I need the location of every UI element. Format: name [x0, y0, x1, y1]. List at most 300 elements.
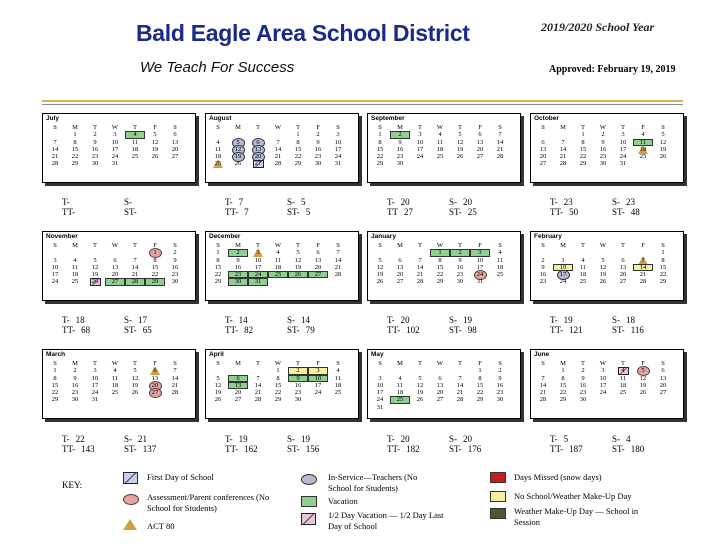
- weekday-header: S: [541, 360, 545, 367]
- day-cell: 17: [111, 145, 119, 153]
- day-cell: 6: [398, 256, 402, 264]
- total-days-value: 7: [238, 197, 244, 207]
- student-days-value: 19: [463, 315, 473, 325]
- day-cell: 8: [438, 256, 442, 264]
- total-days-cumulative-value: 82: [244, 325, 254, 335]
- day-cell: 27: [145, 389, 165, 396]
- header-rule-thin: [42, 104, 683, 105]
- day-cell: 9: [73, 374, 77, 382]
- day-cell: 13: [248, 146, 268, 153]
- total-days-label: T-: [387, 434, 395, 444]
- day-cell: 21: [456, 389, 464, 397]
- day-cell: 30: [228, 278, 248, 285]
- day-cell: 24: [314, 389, 322, 397]
- day-cell: 28: [51, 160, 59, 168]
- weekday-header: M: [397, 360, 403, 367]
- day-cell: 25: [390, 396, 410, 403]
- student-days-label: S-: [124, 315, 133, 325]
- day-cell: 27: [105, 278, 125, 285]
- student-days-label: S-: [287, 434, 296, 444]
- day-cell: 11: [334, 374, 342, 382]
- day-cell: 11: [274, 256, 282, 264]
- weekday-header: S: [498, 124, 502, 131]
- day-cell: 11: [131, 138, 139, 146]
- day-cell: 30: [579, 396, 587, 404]
- weekday-header: S: [378, 360, 382, 367]
- day-cell: 5: [661, 131, 665, 139]
- student-days-cumulative-label: ST-: [612, 325, 625, 335]
- day-cell: 4: [125, 131, 145, 138]
- empty-cell: [450, 367, 470, 374]
- day-cell: 14: [274, 145, 282, 153]
- day-cell: 1: [581, 131, 585, 139]
- day-grid: [533, 360, 673, 404]
- student-days-label: S-: [124, 434, 133, 444]
- day-cell: 17: [376, 389, 384, 397]
- day-cell: 3: [53, 256, 57, 264]
- day-cell: 24: [248, 271, 268, 278]
- day-cell: 18: [334, 381, 342, 389]
- weekday-header: S: [378, 242, 382, 249]
- student-days: [287, 197, 306, 207]
- day-cell: 31: [248, 278, 268, 285]
- day-cell: 2: [581, 367, 585, 375]
- key-label: KEY:: [62, 480, 83, 490]
- day-cell: 4: [438, 131, 442, 139]
- day-cell: 28: [496, 153, 504, 161]
- day-cell: 4: [641, 131, 645, 139]
- day-cell: 5: [133, 367, 137, 375]
- total-days: [387, 434, 410, 444]
- month-november: [42, 231, 196, 301]
- student-days-cumulative-value: 180: [630, 444, 645, 454]
- day-cell: 16: [539, 271, 547, 279]
- month-name: July: [46, 115, 60, 122]
- day-cell: 9: [398, 138, 402, 146]
- total-days: [550, 434, 568, 444]
- student-days-value: 19: [301, 434, 311, 444]
- day-cell: 10: [254, 256, 262, 264]
- student-days-cumulative-label: ST-: [287, 444, 300, 454]
- day-cell: 9: [458, 256, 462, 264]
- student-days-label: S-: [449, 434, 458, 444]
- day-cell: 18: [579, 271, 587, 279]
- day-cell: 31: [91, 396, 99, 404]
- legend-no-school: No School/Weather Make-Up Day: [514, 491, 632, 501]
- day-cell: 4: [498, 249, 502, 257]
- weekday-header: W: [599, 360, 607, 367]
- student-days: [449, 197, 472, 207]
- day-cell: 2: [390, 131, 410, 138]
- day-cell: 4: [276, 249, 280, 257]
- weekday-header: T: [133, 242, 137, 249]
- empty-cell: [105, 249, 125, 256]
- day-cell: 6: [145, 367, 165, 374]
- day-cell: 30: [314, 160, 322, 168]
- day-cell: 12: [639, 374, 647, 382]
- day-cell: 6: [661, 367, 665, 375]
- approved-date: Approved: February 19, 2019: [549, 64, 676, 75]
- day-cell: 7: [418, 256, 422, 264]
- day-cell: 10: [599, 374, 607, 382]
- day-cell: 19: [376, 271, 384, 279]
- day-cell: 10: [308, 375, 328, 382]
- total-days-label: T-: [550, 315, 558, 325]
- total-days-value: 19: [563, 315, 573, 325]
- day-cell: 5: [418, 374, 422, 382]
- weekday-header: F: [153, 360, 157, 367]
- day-cell: 12: [91, 263, 99, 271]
- total-days-label: T-: [225, 197, 233, 207]
- day-cell: 15: [559, 381, 567, 389]
- day-cell: 17: [314, 381, 322, 389]
- weekday-header: S: [216, 360, 220, 367]
- month-name: February: [534, 233, 562, 240]
- weekday-header: T: [418, 242, 422, 249]
- student-days-cumulative-label: ST-: [449, 325, 462, 335]
- student-days-value: 23: [626, 197, 636, 207]
- day-cell: 4: [73, 256, 77, 264]
- day-cell: 20: [314, 263, 322, 271]
- day-cell: 22: [214, 271, 222, 279]
- total-days: [387, 315, 410, 325]
- day-grid: [533, 242, 673, 286]
- day-cell: 7: [561, 138, 565, 146]
- day-cell: 16: [456, 263, 464, 271]
- student-days: [124, 434, 147, 444]
- day-cell: 3: [113, 131, 117, 139]
- total-days-value: 23: [563, 197, 573, 207]
- month-february: [530, 231, 684, 301]
- day-cell: 21: [539, 389, 547, 397]
- day-cell: 13: [396, 263, 404, 271]
- day-cell: 3: [248, 249, 268, 256]
- student-days-cumulative-label: ST-: [287, 325, 300, 335]
- total-days: [62, 434, 85, 444]
- day-cell: 28: [171, 389, 179, 397]
- day-cell: 25: [496, 271, 504, 279]
- weekday-header: T: [621, 242, 625, 249]
- day-cell: 18: [396, 389, 404, 397]
- day-cell: 23: [456, 271, 464, 279]
- weather-makeup-swatch-icon: [490, 508, 506, 519]
- day-cell: 5: [216, 374, 220, 382]
- day-cell: 2: [316, 131, 320, 139]
- student-days-cumulative-label: ST-: [612, 207, 625, 217]
- day-cell: 26: [639, 389, 647, 397]
- day-cell: 30: [496, 396, 504, 404]
- day-cell: 18: [436, 145, 444, 153]
- day-cell: 29: [579, 160, 587, 168]
- student-days-value: 4: [626, 434, 631, 444]
- total-days-cumulative-label: TT-: [550, 444, 564, 454]
- district-title: Bald Eagle Area School District: [136, 20, 470, 46]
- day-cell: 5: [296, 249, 300, 257]
- legend-weather-makeup: Weather Make-Up Day — School in Session: [514, 506, 639, 527]
- total-days-cumulative-label: TT: [387, 207, 398, 217]
- weekday-header: S: [541, 242, 545, 249]
- day-cell: 14: [416, 263, 424, 271]
- student-days-label: S-: [449, 315, 458, 325]
- weekday-header: F: [153, 124, 157, 131]
- day-cell: 29: [214, 278, 222, 286]
- legend-vacation: Vacation: [328, 496, 358, 506]
- empty-cell: [268, 131, 288, 138]
- day-cell: 10: [553, 264, 573, 271]
- day-cell: 6: [316, 249, 320, 257]
- day-cell: 31: [619, 160, 627, 168]
- day-cell: 4: [613, 367, 633, 374]
- empty-cell: [553, 249, 573, 256]
- total-days-cumulative: [387, 207, 413, 217]
- weekday-header: W: [111, 242, 119, 249]
- day-grid: [208, 124, 348, 168]
- day-grid: [370, 360, 510, 411]
- day-cell: 12: [151, 138, 159, 146]
- no-school-swatch-icon: [490, 491, 506, 502]
- month-april: [205, 349, 359, 419]
- day-cell: 22: [151, 271, 159, 279]
- day-cell: 25: [71, 278, 79, 286]
- day-cell: 15: [214, 263, 222, 271]
- day-cell: 27: [436, 396, 444, 404]
- total-days-cumulative-value: 162: [244, 444, 258, 454]
- day-cell: 28: [456, 396, 464, 404]
- student-days-label: S-: [612, 434, 621, 444]
- day-cell: 21: [254, 389, 262, 397]
- empty-cell: [45, 131, 65, 138]
- day-cell: 23: [228, 271, 248, 278]
- day-cell: 21: [416, 271, 424, 279]
- day-cell: 3: [418, 131, 422, 139]
- day-cell: 27: [396, 278, 404, 286]
- empty-cell: [248, 367, 268, 374]
- day-cell: 23: [171, 271, 179, 279]
- day-cell: 24: [470, 271, 490, 278]
- day-cell: 16: [234, 263, 242, 271]
- month-name: June: [534, 351, 550, 358]
- day-cell: 11: [71, 263, 79, 271]
- month-name: October: [534, 115, 559, 122]
- empty-cell: [593, 249, 613, 256]
- day-cell: 30: [91, 160, 99, 168]
- day-cell: 3: [470, 249, 490, 256]
- day-cell: 11: [396, 381, 404, 389]
- day-cell: 21: [496, 145, 504, 153]
- weekday-header: S: [173, 124, 177, 131]
- day-cell: 29: [51, 396, 59, 404]
- day-cell: 5: [93, 256, 97, 264]
- day-grid: [533, 124, 673, 168]
- day-cell: 12: [599, 263, 607, 271]
- student-days-cumulative-label: ST-: [449, 207, 462, 217]
- day-cell: 2: [450, 249, 470, 256]
- day-cell: 6: [173, 131, 177, 139]
- day-cell: 14: [539, 381, 547, 389]
- day-cell: 18: [71, 271, 79, 279]
- day-cell: 15: [71, 145, 79, 153]
- total-days-cumulative: [62, 325, 90, 335]
- day-grid: [45, 360, 185, 404]
- weekday-header: S: [173, 360, 177, 367]
- day-cell: 22: [294, 153, 302, 161]
- month-march: [42, 349, 196, 419]
- day-cell: 3: [93, 367, 97, 375]
- day-cell: 26: [599, 278, 607, 286]
- day-cell: 9: [541, 263, 545, 271]
- day-cell: 1: [661, 249, 665, 257]
- day-cell: 3: [601, 367, 605, 375]
- weekday-header: T: [621, 124, 625, 131]
- empty-cell: [430, 367, 450, 374]
- total-days-cumulative: [62, 444, 95, 454]
- total-days-label: T-: [62, 434, 70, 444]
- weekday-header: S: [53, 242, 57, 249]
- day-cell: 22: [579, 153, 587, 161]
- day-cell: 20: [111, 271, 119, 279]
- student-days-value: 17: [138, 315, 148, 325]
- day-cell: 17: [416, 145, 424, 153]
- day-cell: 26: [85, 278, 105, 285]
- day-cell: 26: [214, 396, 222, 404]
- student-days-cumulative-label: ST-: [612, 444, 625, 454]
- day-cell: 13: [314, 256, 322, 264]
- day-cell: 31: [376, 403, 384, 411]
- day-cell: 30: [456, 278, 464, 286]
- weekday-header: M: [235, 124, 241, 131]
- month-june: [530, 349, 684, 419]
- day-cell: 14: [171, 374, 179, 382]
- day-cell: 23: [539, 278, 547, 286]
- month-name: January: [371, 233, 396, 240]
- day-cell: 3: [336, 131, 340, 139]
- weekday-header: T: [256, 242, 260, 249]
- day-cell: 1: [73, 131, 77, 139]
- day-cell: 19: [659, 145, 667, 153]
- day-cell: 8: [296, 138, 300, 146]
- day-cell: 1: [145, 249, 165, 256]
- day-cell: 2: [73, 367, 77, 375]
- day-cell: 7: [633, 257, 653, 264]
- day-cell: 16: [314, 145, 322, 153]
- total-days-cumulative: [550, 444, 583, 454]
- day-cell: 15: [476, 381, 484, 389]
- total-days-value: 19: [238, 434, 248, 444]
- day-cell: 5: [228, 139, 248, 146]
- day-cell: 20: [619, 271, 627, 279]
- day-cell: 26: [288, 271, 308, 278]
- weekday-header: T: [296, 360, 300, 367]
- day-cell: 19: [151, 145, 159, 153]
- day-cell: 4: [113, 367, 117, 375]
- day-cell: 16: [599, 145, 607, 153]
- day-cell: 3: [561, 256, 565, 264]
- day-cell: 29: [294, 160, 302, 168]
- weekday-header: S: [336, 242, 340, 249]
- month-name: April: [209, 351, 224, 358]
- student-days-cumulative-value: 98: [467, 325, 477, 335]
- total-days-label: T-: [387, 197, 395, 207]
- day-cell: 7: [541, 374, 545, 382]
- student-days-cumulative-label: ST-: [449, 444, 462, 454]
- day-cell: 20: [171, 145, 179, 153]
- day-cell: 20: [145, 382, 165, 389]
- empty-cell: [410, 249, 430, 256]
- total-days-cumulative-label: TT-: [225, 207, 239, 217]
- total-days-cumulative-value: 102: [406, 325, 420, 335]
- day-cell: 24: [334, 153, 342, 161]
- weekday-header: W: [111, 360, 119, 367]
- day-cell: 17: [334, 145, 342, 153]
- weekday-header: S: [336, 124, 340, 131]
- student-days-label: S-: [287, 315, 296, 325]
- day-cell: 24: [376, 396, 384, 404]
- day-cell: 9: [316, 138, 320, 146]
- day-cell: 27: [308, 271, 328, 278]
- total-days: [62, 197, 76, 207]
- day-cell: 5: [633, 367, 653, 374]
- day-cell: 9: [601, 138, 605, 146]
- month-may: [367, 349, 521, 419]
- legend-act80: ACT 80: [147, 521, 175, 531]
- day-cell: 24: [111, 153, 119, 161]
- day-grid: [370, 242, 510, 286]
- day-cell: 13: [151, 374, 159, 382]
- day-cell: 16: [71, 381, 79, 389]
- empty-cell: [553, 131, 573, 138]
- day-grid: [370, 124, 510, 168]
- day-cell: 1: [53, 367, 57, 375]
- day-cell: 1: [216, 249, 220, 257]
- day-cell: 14: [334, 256, 342, 264]
- total-days-cumulative-label: TT-: [62, 207, 76, 217]
- total-days-cumulative-value: 68: [81, 325, 91, 335]
- day-cell: 23: [91, 153, 99, 161]
- day-cell: 7: [173, 367, 177, 375]
- empty-cell: [390, 249, 410, 256]
- day-cell: 8: [153, 256, 157, 264]
- day-cell: 10: [111, 138, 119, 146]
- day-cell: 5: [458, 131, 462, 139]
- weekday-header: F: [478, 242, 482, 249]
- day-cell: 16: [496, 381, 504, 389]
- student-days-value: 14: [301, 315, 311, 325]
- student-days-label: S-: [124, 197, 133, 207]
- weekday-header: W: [436, 242, 444, 249]
- empty-cell: [208, 131, 228, 138]
- day-cell: 15: [151, 263, 159, 271]
- weekday-header: S: [173, 242, 177, 249]
- day-cell: 10: [376, 381, 384, 389]
- day-cell: 28: [334, 271, 342, 279]
- total-days: [387, 197, 410, 207]
- day-cell: 22: [436, 271, 444, 279]
- day-cell: 26: [131, 389, 139, 397]
- day-cell: 27: [171, 153, 179, 161]
- student-days-cumulative: [124, 207, 143, 217]
- day-cell: 21: [274, 153, 282, 161]
- day-cell: 14: [131, 263, 139, 271]
- day-cell: 1: [296, 131, 300, 139]
- student-days: [612, 197, 635, 207]
- day-cell: 10: [619, 138, 627, 146]
- student-days-label: S-: [612, 315, 621, 325]
- day-cell: 11: [436, 138, 444, 146]
- total-days-value: 22: [75, 434, 85, 444]
- day-grid: [45, 242, 185, 286]
- student-days: [124, 315, 147, 325]
- weekday-header: T: [133, 360, 137, 367]
